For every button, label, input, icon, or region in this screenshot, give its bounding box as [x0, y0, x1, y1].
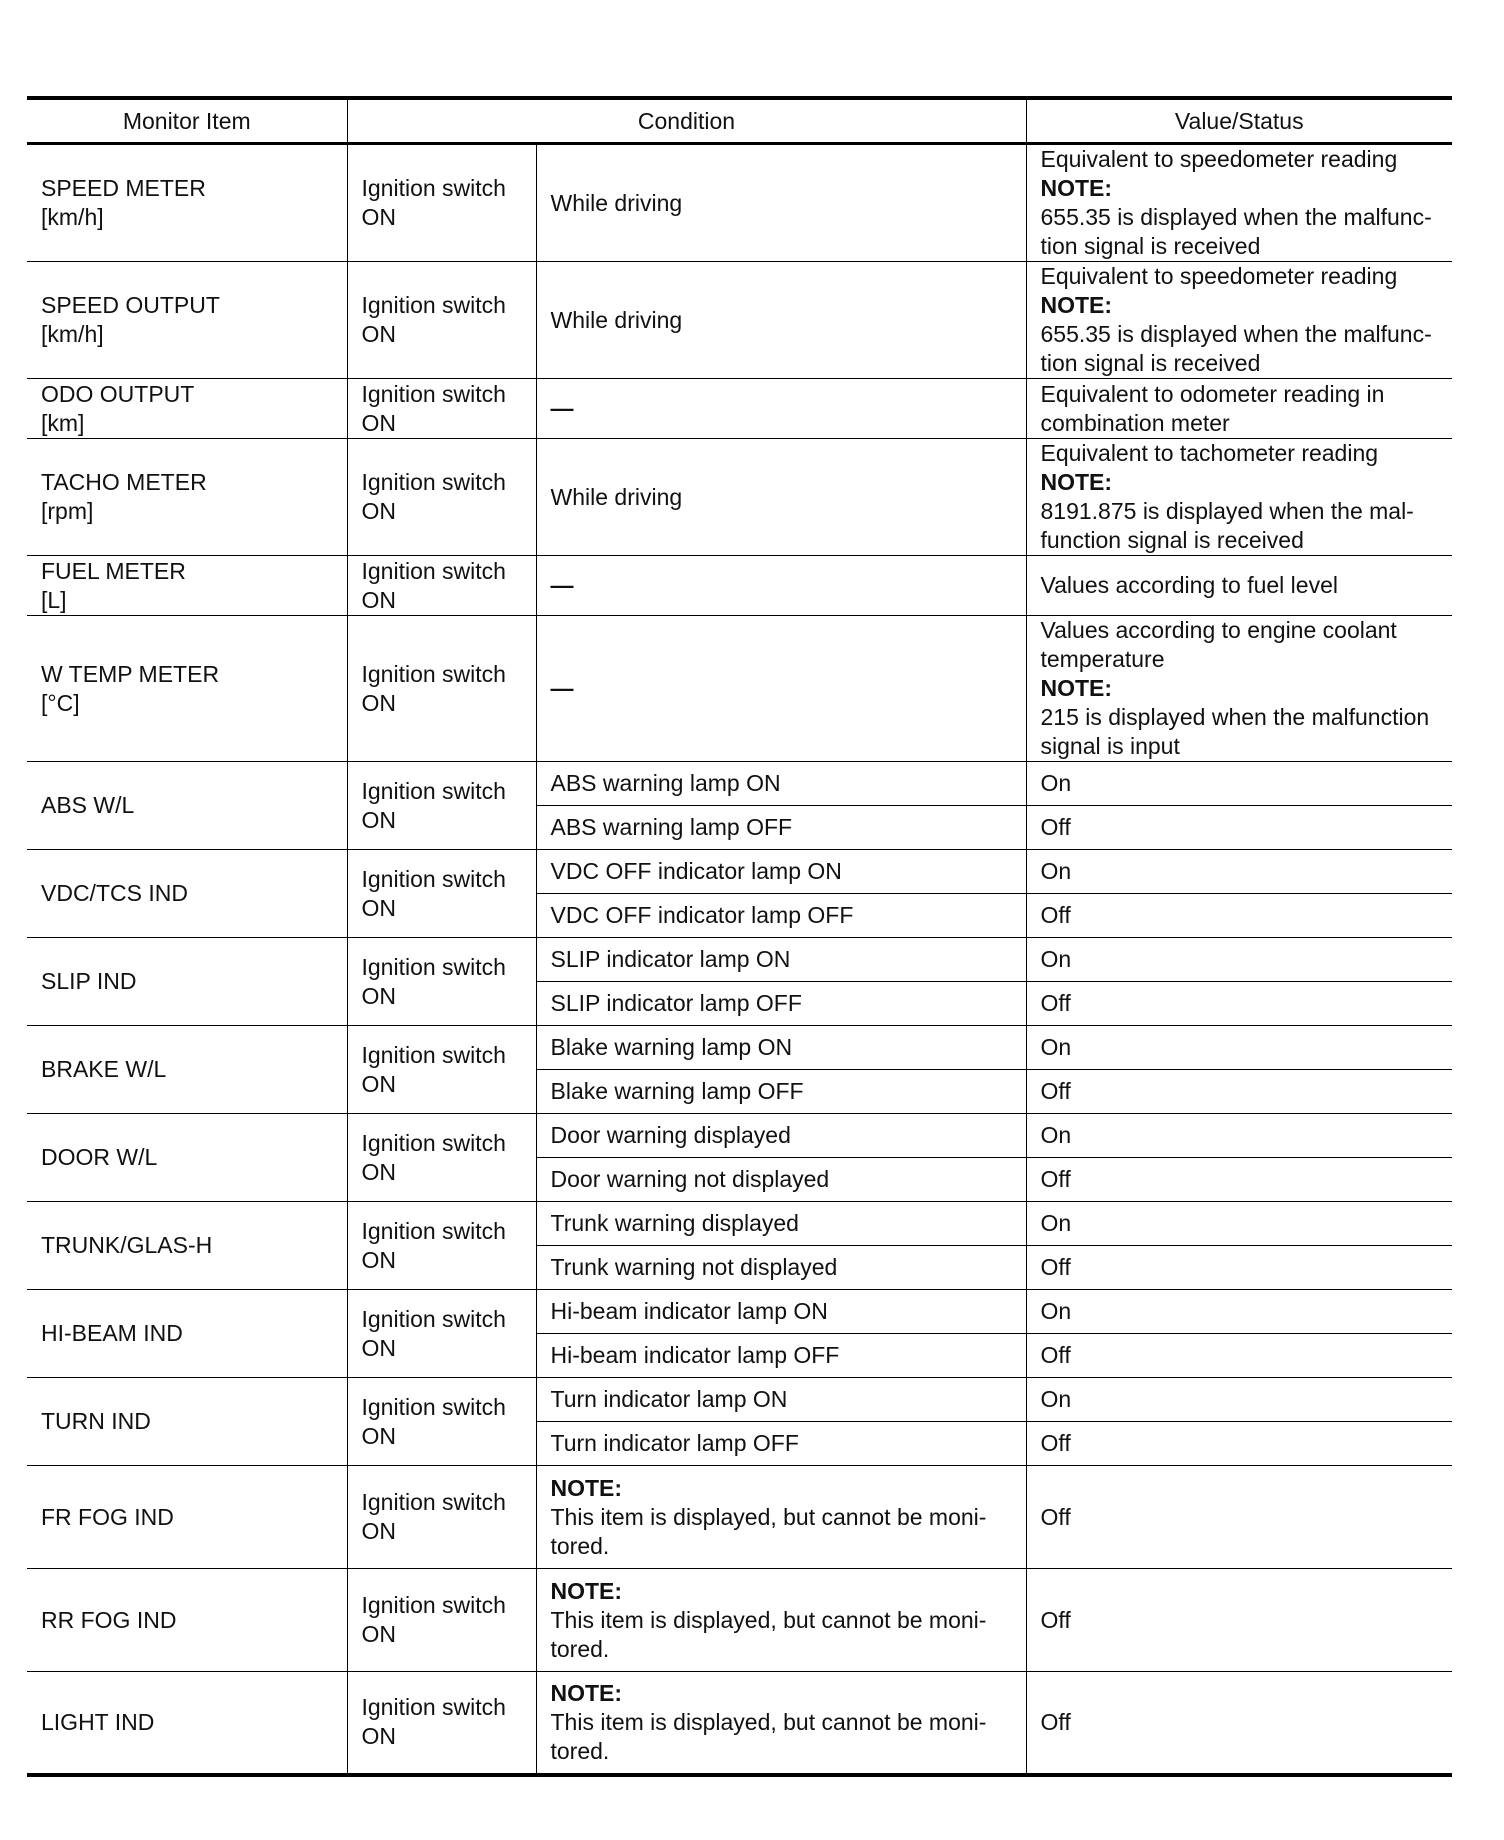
on-condition-text: ABS warning lamp ON [550, 770, 781, 796]
monitor-item-cell [27, 1202, 347, 1290]
monitor-item-text: LIGHT IND [41, 1708, 155, 1735]
off-condition-cell [536, 1070, 1026, 1114]
status-value: Off [1040, 1254, 1071, 1280]
monitor-item-cell [27, 1672, 347, 1775]
off-value-cell [1026, 806, 1452, 850]
ignition-condition-cell [347, 1114, 536, 1202]
monitor-item-cell [27, 850, 347, 938]
on-condition-cell [536, 1026, 1026, 1070]
note-condition-cell [536, 1569, 1026, 1672]
note-text: This item is displayed, but cannot be moni- [550, 1606, 987, 1633]
status-value: Off [1040, 1342, 1071, 1368]
ignition-condition-text: Ignition switch [361, 1217, 506, 1244]
monitor-item-cell [27, 439, 347, 556]
ignition-condition-cell [347, 616, 536, 762]
status-value: Off [1040, 1430, 1071, 1456]
ignition-condition-text: ON [361, 894, 396, 921]
off-condition-cell [536, 1246, 1026, 1290]
ignition-condition-cell [347, 262, 536, 379]
table-row [27, 1569, 1452, 1672]
on-value-cell [1026, 762, 1452, 806]
monitor-item-cell [27, 938, 347, 1026]
value-text: Equivalent to tachometer reading [1040, 440, 1379, 466]
note-text: This item is displayed, but cannot be moni- [550, 1503, 987, 1530]
on-condition-cell [536, 1114, 1026, 1158]
ignition-condition-text: ON [361, 1422, 396, 1449]
monitor-item-text: FUEL METER [41, 557, 186, 584]
value-status-cell [1026, 144, 1452, 262]
ignition-condition-text: Ignition switch [361, 660, 506, 687]
monitor-item-cell [27, 1290, 347, 1378]
off-condition-text: Door warning not displayed [550, 1166, 830, 1192]
driving-condition-text: While driving [550, 306, 683, 333]
driving-condition-cell [536, 379, 1026, 439]
ignition-condition-text: Ignition switch [361, 777, 506, 804]
value-text: Values according to fuel level [1040, 572, 1338, 598]
status-value: Off [1040, 1708, 1071, 1735]
ignition-condition-text: ON [361, 1246, 396, 1273]
value-text: combination meter [1040, 409, 1230, 436]
on-condition-text: SLIP indicator lamp ON [550, 946, 791, 972]
off-value-cell [1026, 1070, 1452, 1114]
header-monitor-item: Monitor Item [27, 98, 347, 144]
table-row [27, 144, 1452, 262]
status-value: On [1040, 1122, 1072, 1148]
note-text: 215 is displayed when the malfunction [1040, 704, 1430, 730]
monitor-item-table [27, 96, 1452, 1777]
table-row [27, 1026, 1452, 1070]
on-value-cell [1026, 1114, 1452, 1158]
status-value: On [1040, 1298, 1072, 1324]
note-text: This item is displayed, but cannot be moni- [550, 1708, 987, 1735]
table-row [27, 762, 1452, 806]
on-value-cell [1026, 938, 1452, 982]
monitor-item-text: TRUNK/GLAS-H [41, 1232, 213, 1258]
value-status-cell [1026, 379, 1452, 439]
monitor-item-text: TURN IND [41, 1408, 151, 1434]
monitor-item-text: DOOR W/L [41, 1144, 158, 1170]
value-status-cell [1026, 1672, 1452, 1775]
value-text: Equivalent to speedometer reading [1040, 146, 1398, 172]
ignition-condition-cell [347, 556, 536, 616]
on-condition-cell [536, 938, 1026, 982]
monitor-item-text: FR FOG IND [41, 1503, 174, 1530]
status-value: On [1040, 1386, 1072, 1412]
note-label: NOTE: [550, 1474, 623, 1501]
status-value: On [1040, 770, 1072, 796]
on-condition-text: Door warning displayed [550, 1122, 791, 1148]
note-condition-cell [536, 1672, 1026, 1775]
ignition-condition-text: ON [361, 806, 396, 833]
on-condition-cell [536, 1202, 1026, 1246]
ignition-condition-text: Ignition switch [361, 1592, 506, 1618]
off-condition-cell [536, 806, 1026, 850]
note-text: tored. [550, 1635, 610, 1662]
on-condition-text: VDC OFF indicator lamp ON [550, 858, 842, 884]
value-text: Equivalent to odometer reading in [1040, 380, 1385, 407]
monitor-item-text: [km] [41, 409, 85, 436]
on-condition-cell [536, 850, 1026, 894]
note-text: tored. [550, 1737, 610, 1764]
status-value: On [1040, 858, 1072, 884]
on-condition-cell [536, 1290, 1026, 1334]
dash-mark: — [550, 675, 574, 701]
monitor-item-text: ABS W/L [41, 792, 135, 818]
status-value: On [1040, 1034, 1072, 1060]
value-status-cell [1026, 556, 1452, 616]
dash-mark: — [550, 572, 574, 598]
table-row [27, 1114, 1452, 1158]
ignition-condition-text: ON [361, 204, 396, 230]
header-value-status: Value/Status [1026, 98, 1452, 144]
monitor-item-text: HI-BEAM IND [41, 1320, 183, 1346]
table-row [27, 379, 1452, 439]
dash-mark: — [550, 395, 574, 421]
header-condition: Condition [347, 98, 1026, 144]
note-label: NOTE: [1040, 675, 1113, 701]
off-value-cell [1026, 1246, 1452, 1290]
monitor-item-cell [27, 616, 347, 762]
monitor-item-text: SPEED OUTPUT [41, 292, 220, 318]
monitor-item-text: BRAKE W/L [41, 1056, 167, 1082]
off-condition-cell [536, 894, 1026, 938]
status-value: Off [1040, 902, 1071, 928]
off-value-cell [1026, 982, 1452, 1026]
off-condition-text: Turn indicator lamp OFF [550, 1430, 799, 1456]
note-condition-cell [536, 1466, 1026, 1569]
note-label: NOTE: [1040, 175, 1113, 201]
note-label: NOTE: [550, 1577, 623, 1604]
note-text: function signal is received [1040, 527, 1304, 553]
table-row [27, 938, 1452, 982]
on-value-cell [1026, 1378, 1452, 1422]
ignition-condition-text: Ignition switch [361, 1041, 506, 1068]
monitor-item-cell [27, 1026, 347, 1114]
status-value: Off [1040, 1166, 1071, 1192]
ignition-condition-text: Ignition switch [361, 953, 506, 980]
driving-condition-cell [536, 556, 1026, 616]
monitor-item-text: ODO OUTPUT [41, 380, 195, 407]
ignition-condition-text: Ignition switch [361, 1694, 506, 1721]
monitor-item-text: RR FOG IND [41, 1606, 177, 1633]
monitor-item-text: [°C] [41, 689, 80, 716]
on-condition-text: Trunk warning displayed [550, 1210, 799, 1236]
monitor-item-cell [27, 762, 347, 850]
note-label: NOTE: [1040, 469, 1113, 495]
status-value: On [1040, 946, 1072, 972]
ignition-condition-text: Ignition switch [361, 469, 506, 495]
on-value-cell [1026, 850, 1452, 894]
note-text: tored. [550, 1532, 610, 1559]
monitor-item-cell [27, 144, 347, 262]
table-row [27, 556, 1452, 616]
ignition-condition-text: Ignition switch [361, 1305, 506, 1332]
ignition-condition-text: Ignition switch [361, 557, 506, 584]
table-body [27, 144, 1452, 1775]
driving-condition-cell [536, 616, 1026, 762]
table-row [27, 850, 1452, 894]
monitor-item-cell [27, 262, 347, 379]
ignition-condition-text: Ignition switch [361, 1129, 506, 1156]
table-header-row [27, 98, 1452, 144]
monitor-item-text: W TEMP METER [41, 660, 220, 687]
note-text: 655.35 is displayed when the malfunc- [1040, 321, 1432, 347]
ignition-condition-cell [347, 439, 536, 556]
on-condition-cell [536, 762, 1026, 806]
status-value: Off [1040, 1078, 1071, 1104]
ignition-condition-cell [347, 1026, 536, 1114]
status-value: Off [1040, 814, 1071, 840]
driving-condition-cell [536, 144, 1026, 262]
monitor-item-cell [27, 379, 347, 439]
value-text: temperature [1040, 646, 1165, 672]
off-condition-text: Blake warning lamp OFF [550, 1078, 804, 1104]
status-value: On [1040, 1210, 1072, 1236]
on-condition-text: Hi-beam indicator lamp ON [550, 1298, 828, 1324]
off-condition-text: Trunk warning not displayed [550, 1254, 838, 1280]
ignition-condition-text: Ignition switch [361, 175, 506, 201]
ignition-condition-text: ON [361, 982, 396, 1009]
on-value-cell [1026, 1290, 1452, 1334]
table-row [27, 1202, 1452, 1246]
off-condition-cell [536, 982, 1026, 1026]
monitor-item-text: SLIP IND [41, 968, 137, 994]
monitor-item-text: TACHO METER [41, 469, 207, 495]
table-row [27, 1672, 1452, 1775]
monitor-item-text: [km/h] [41, 204, 104, 230]
on-condition-cell [536, 1378, 1026, 1422]
ignition-condition-text: Ignition switch [361, 380, 506, 407]
ignition-condition-cell [347, 1202, 536, 1290]
ignition-condition-text: ON [361, 586, 396, 613]
table-row [27, 616, 1452, 762]
ignition-condition-text: ON [361, 689, 396, 716]
ignition-condition-text: ON [361, 1518, 396, 1544]
driving-condition-cell [536, 262, 1026, 379]
note-text: 655.35 is displayed when the malfunc- [1040, 204, 1432, 230]
note-text: 8191.875 is displayed when the mal- [1040, 498, 1414, 524]
table-row [27, 262, 1452, 379]
off-value-cell [1026, 1422, 1452, 1466]
ignition-condition-cell [347, 1569, 536, 1672]
on-condition-text: Blake warning lamp ON [550, 1034, 793, 1060]
value-text: Values according to engine coolant [1040, 617, 1397, 643]
note-label: NOTE: [550, 1679, 623, 1706]
monitor-item-cell [27, 1569, 347, 1672]
note-label: NOTE: [1040, 292, 1113, 318]
monitor-item-text: [L] [41, 586, 67, 613]
status-value: Off [1040, 1503, 1071, 1530]
table-row [27, 1290, 1452, 1334]
off-condition-text: Hi-beam indicator lamp OFF [550, 1342, 840, 1368]
ignition-condition-cell [347, 938, 536, 1026]
note-text: tion signal is received [1040, 233, 1261, 259]
monitor-item-cell [27, 556, 347, 616]
note-text: signal is input [1040, 733, 1180, 759]
ignition-condition-text: Ignition switch [361, 1489, 506, 1515]
ignition-condition-text: ON [361, 1334, 396, 1361]
ignition-condition-text: Ignition switch [361, 292, 506, 318]
ignition-condition-text: ON [361, 498, 396, 524]
off-condition-text: VDC OFF indicator lamp OFF [550, 902, 854, 928]
ignition-condition-text: Ignition switch [361, 1393, 506, 1420]
table-row [27, 1466, 1452, 1569]
value-text: Equivalent to speedometer reading [1040, 263, 1398, 289]
off-value-cell [1026, 894, 1452, 938]
value-status-cell [1026, 1569, 1452, 1672]
ignition-condition-text: ON [361, 1158, 396, 1185]
monitor-item-text: SPEED METER [41, 175, 206, 201]
driving-condition-text: While driving [550, 483, 683, 510]
on-condition-text: Turn indicator lamp ON [550, 1386, 788, 1412]
note-text: tion signal is received [1040, 350, 1261, 376]
off-condition-text: ABS warning lamp OFF [550, 814, 793, 840]
ignition-condition-cell [347, 762, 536, 850]
monitor-item-text: VDC/TCS IND [41, 880, 188, 906]
off-condition-cell [536, 1334, 1026, 1378]
off-condition-text: SLIP indicator lamp OFF [550, 990, 802, 1016]
ignition-condition-text: Ignition switch [361, 865, 506, 892]
monitor-item-cell [27, 1466, 347, 1569]
table-row [27, 1378, 1452, 1422]
ignition-condition-cell [347, 144, 536, 262]
ignition-condition-text: ON [361, 409, 396, 436]
on-value-cell [1026, 1202, 1452, 1246]
ignition-condition-cell [347, 1378, 536, 1466]
ignition-condition-cell [347, 379, 536, 439]
off-condition-cell [536, 1158, 1026, 1202]
ignition-condition-cell [347, 1466, 536, 1569]
value-status-cell [1026, 262, 1452, 379]
driving-condition-cell [536, 439, 1026, 556]
monitor-item-text: [km/h] [41, 321, 104, 347]
ignition-condition-text: ON [361, 1070, 396, 1097]
monitor-item-cell [27, 1114, 347, 1202]
table-row [27, 439, 1452, 556]
value-status-cell [1026, 439, 1452, 556]
value-status-cell [1026, 1466, 1452, 1569]
ignition-condition-text: ON [361, 1723, 396, 1750]
on-value-cell [1026, 1026, 1452, 1070]
value-status-cell [1026, 616, 1452, 762]
monitor-item-text: [rpm] [41, 498, 94, 524]
ignition-condition-cell [347, 1672, 536, 1775]
off-condition-cell [536, 1422, 1026, 1466]
status-value: Off [1040, 1606, 1071, 1633]
ignition-condition-text: ON [361, 1621, 396, 1647]
off-value-cell [1026, 1158, 1452, 1202]
monitor-item-cell [27, 1378, 347, 1466]
ignition-condition-cell [347, 1290, 536, 1378]
off-value-cell [1026, 1334, 1452, 1378]
ignition-condition-text: ON [361, 321, 396, 347]
driving-condition-text: While driving [550, 189, 683, 216]
status-value: Off [1040, 990, 1071, 1016]
ignition-condition-cell [347, 850, 536, 938]
